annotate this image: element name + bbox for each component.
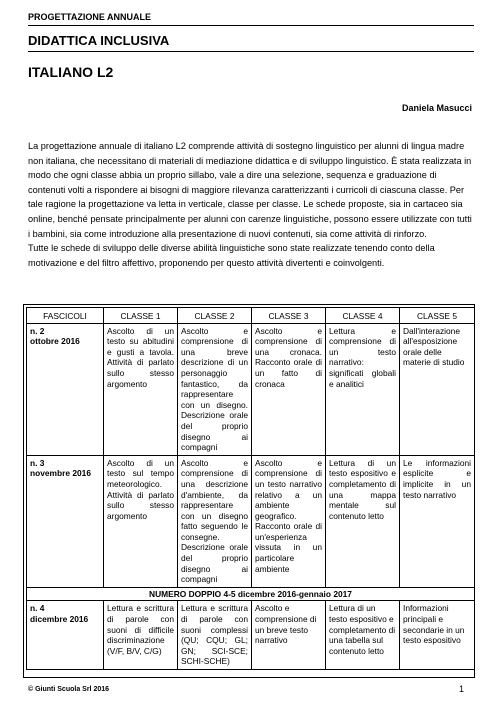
- intro-paragraph-2: Tutte le schede di sviluppo delle diverse abilità linguistiche sono state realizzate tenendo conto della motivazione e del filtro affettivo, proponendo per questo attività divertenti e coinvolgenti.: [28, 243, 435, 268]
- fascicolo-month: dicembre 2016: [30, 614, 89, 625]
- header-small-title: PROGETTAZIONE ANNUALE: [28, 12, 151, 22]
- intro-paragraph-1: La progettazione annuale di italiano L2 comprende attività di sostegno linguistico per alunni di lingua madre non italiana, che necessitano di materiali di mediazione didattica e di sviluppo linguistico. È stata realizzata in modo che ogni classe abbia un proprio sillabo, vale a dire una selezione, sequenza e graduazione di contenuti volti a rispondere ai bisogni di maggiore rilevanza caratterizzanti i curricoli di ciascuna classe. Per tale ragione la progettazione va letta in verticale, classe per classe. Le schede proposte, sia in cartaceo sia online, benché pensate principalmente per alunni con carenze linguistiche, possono essere utilizzate con tutti i bambini, sia come introduzione alla presentazione di nuovi contenuti, sia come attività di rinforzo.: [28, 141, 472, 239]
- program-table: [26, 307, 475, 670]
- fascicolo-number: n. 2: [30, 325, 45, 336]
- table-row: [27, 455, 475, 587]
- table-row: [27, 601, 475, 670]
- cell-text: Informazioni principali e secondarie in un testo espositivo: [403, 603, 465, 646]
- fascicolo-month: ottobre 2016: [30, 336, 80, 347]
- table-cell: Lettura di un testo espositivo e completamento di una mappa mentale sul contenuto letto: [326, 455, 400, 587]
- table-cell: [104, 601, 178, 670]
- fascicolo-number: n. 3: [30, 457, 45, 468]
- table-header-row: [27, 308, 475, 324]
- copyright-footer: © Giunti Scuola Srl 2016: [28, 686, 110, 693]
- table-cell: Ascolto e comprensione di un testo narrativo relativo a un ambiente geografico. Racconto orale di un'esperienza vissuta in un particolare ambiente: [252, 455, 326, 587]
- intro-text: [28, 139, 474, 270]
- fascicolo-cell: [27, 455, 104, 587]
- table-cell: Lettura e comprensione di un testo narrativo: significati globali e analitici: [326, 323, 400, 455]
- table-cell: [252, 601, 326, 670]
- table-cell: Ascolto e comprensione di una descrizione d'ambiente, da rappresentare con un disegno fatto seguendo le consegne. Descrizione orale del proprio disegno ai compagni: [178, 455, 252, 587]
- table-cell: [326, 601, 400, 670]
- cell-text: Lettura e scrittura di parole con suoni di difficile discriminazione (V/F, B/V, C/G): [107, 603, 174, 656]
- double-issue-label: NUMERO DOPPIO 4-5 dicembre 2016-gennaio 2017: [27, 587, 475, 601]
- col-header-fascicoli: FASCICOLI: [27, 308, 104, 324]
- table-cell: [178, 601, 252, 670]
- fascicolo-month: novembre 2016: [30, 468, 91, 479]
- table-cell: Le informazioni esplicite e implicite in un testo narrativo: [400, 455, 475, 587]
- subject-title: ITALIANO L2: [28, 64, 114, 80]
- table-row: [27, 323, 475, 455]
- page-number: 1: [458, 684, 464, 694]
- col-header-classe-3: CLASSE 3: [252, 308, 326, 324]
- fascicolo-cell: [27, 323, 104, 455]
- author-name: Daniela Masucci: [401, 103, 472, 113]
- table-cell: Ascolto e comprensione di una breve descrizione di un personaggio fantastico, da rappresentare con un disegno. Descrizione orale del proprio disegno ai compagni: [178, 323, 252, 455]
- double-issue-band: [27, 587, 475, 601]
- header-rule-bottom: [28, 51, 474, 52]
- fascicolo-number: n. 4: [30, 603, 45, 614]
- cell-text: Lettura di un testo espositivo e completamento di una tabella sul contenuto letto: [329, 603, 396, 656]
- table-cell: Ascolto e comprensione di una cronaca. Racconto orale di un fatto di cronaca: [252, 323, 326, 455]
- header-rule-top: [28, 25, 474, 26]
- col-header-classe-2: CLASSE 2: [178, 308, 252, 324]
- col-header-classe-5: CLASSE 5: [400, 308, 475, 324]
- cell-text: Ascolto e comprensione di un breve testo narrativo: [255, 603, 317, 646]
- header-big-title: DIDATTICA INCLUSIVA: [28, 33, 170, 48]
- table-cell: Dall'interazione all'esposizione orale delle materie di studio: [400, 323, 475, 455]
- table-cell: Ascolto di un testo sul tempo meteorologico. Attività di parlato sullo stesso argomento: [104, 455, 178, 587]
- cell-text: Lettura e scrittura di parole con suoni complessi (QU; CQU; GL; GN; SCI-SCE; SCHI-SCHE): [181, 603, 248, 667]
- table-cell: Ascolto di un testo su abitudini e gusti a tavola. Attività di parlato sullo stesso argomento: [104, 323, 178, 455]
- fascicolo-cell: [27, 601, 104, 670]
- col-header-classe-1: CLASSE 1: [104, 308, 178, 324]
- col-header-classe-4: CLASSE 4: [326, 308, 400, 324]
- table-cell: [400, 601, 475, 670]
